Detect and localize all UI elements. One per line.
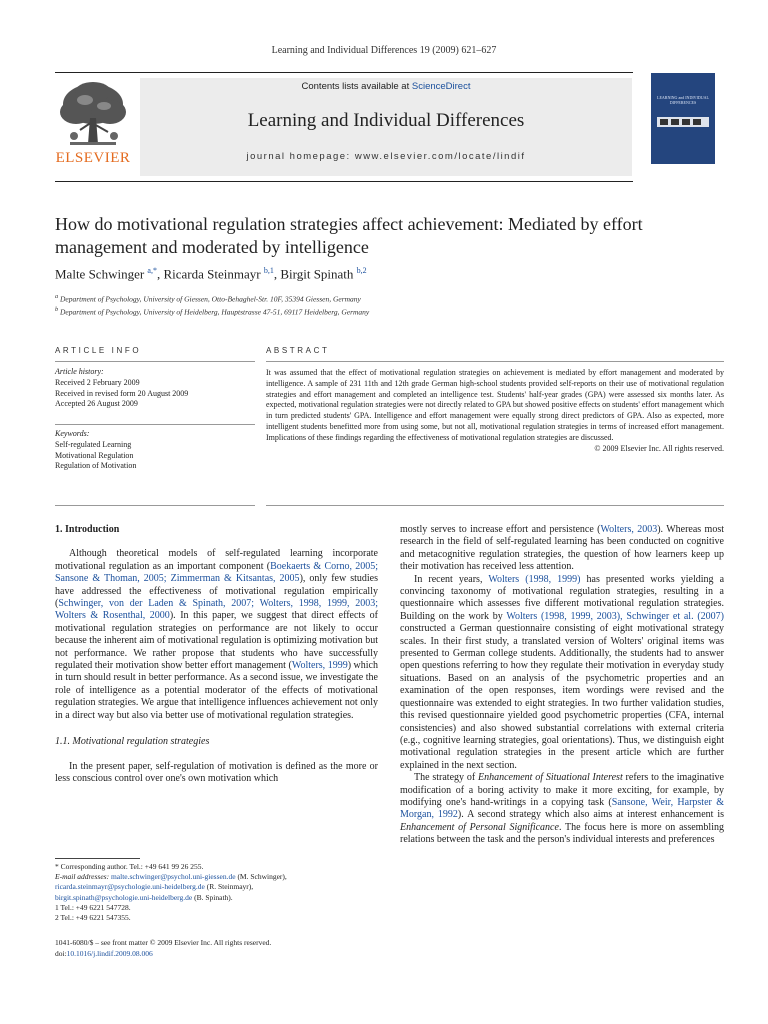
text-run: . The focus here is more on assembling relations between the task and the person's individual interests and preferences	[400, 821, 724, 846]
journal-name: Learning and Individual Differences	[247, 110, 525, 131]
header-rule-bottom	[55, 181, 633, 182]
history-label: Article history:	[55, 367, 104, 376]
text-run: In recent years,	[414, 573, 489, 585]
strategy-term: Enhancement of Situational Interest	[478, 772, 623, 784]
keywords	[55, 429, 136, 472]
article-info-end-rule	[55, 505, 255, 506]
abstract-text: It was assumed that the effect of motivational regulation strategies on achievement is mediated by effort management and moderated by intelligence. A sample of 231 11th and 12th grade German high-school students provided self-reports on their use of motivational regulation strategies and effort management and completed an intelligence test. Students' half-year grades (GPA) were assessed six months later. As expected, motivational regulation strategies were not directly related to GPA but showed positive effects on students' effort management which in turn predicted students' GPA. Intelligence and effort management were equally strong direct predictors of GPA. Also as expected, more intelligent students benefitted more from using some, but not all, motivational regulation strategies in terms of increased effort management. Implications of these findings regarding the effectiveness of motivational regulation strategies are discussed.	[266, 368, 724, 442]
affiliation-a	[55, 292, 369, 305]
email-label: E-mail addresses:	[55, 872, 110, 882]
author-affiliation-mark[interactable]: a,*	[147, 266, 157, 275]
contents-line	[140, 81, 632, 92]
abstract-end-rule	[266, 505, 724, 506]
article-info-heading: ARTICLE INFO	[55, 346, 142, 355]
article-info-rule	[55, 361, 255, 362]
intro-paragraph-1	[55, 548, 378, 722]
abstract-body	[266, 368, 724, 454]
email-link[interactable]: malte.schwinger@psychol.uni-giessen.de	[110, 872, 236, 882]
keyword-item: Self-regulated Learning	[55, 439, 132, 449]
sciencedirect-link[interactable]: ScienceDirect	[411, 81, 471, 92]
citation-link[interactable]: Wolters (1998, 1999, 2003), Schwinger et al. (2007)	[506, 610, 724, 622]
cover-art	[651, 73, 715, 164]
issn-line: 1041-6080/$ – see front matter © 2009 Elsevier Inc. All rights reserved.	[55, 938, 272, 947]
affiliation-text: Department of Psychology, University of Heidelberg, Hauptstrasse 47-51, 69117 Heidelberg, Germany	[60, 307, 370, 317]
journal-cover-image	[651, 73, 715, 164]
text-run: The strategy of	[414, 772, 478, 784]
text-run: mostly serves to increase effort and persistence (	[400, 524, 601, 535]
text-run: ), only few studies have addressed the effectiveness of motivational regulation empirically (	[55, 573, 378, 610]
author-affiliation-mark[interactable]: b,2	[356, 266, 367, 275]
page-footer	[55, 938, 271, 959]
elsevier-wordmark: ELSEVIER	[55, 150, 131, 166]
author-list	[55, 266, 367, 282]
email-line	[55, 872, 378, 882]
header-rule-top	[55, 72, 633, 73]
continued-paragraph	[400, 524, 724, 574]
history-accepted: Accepted 26 August 2009	[55, 399, 138, 409]
footnote-rule	[55, 858, 140, 859]
email-link[interactable]: birgit.spinath@psychologie.uni-heidelberg.de	[55, 892, 193, 902]
author-separator: ,	[156, 266, 164, 282]
journal-homepage[interactable]: journal homepage: www.elsevier.com/locate/lindif	[246, 151, 526, 162]
email-line	[55, 893, 378, 903]
affiliations	[55, 292, 369, 318]
article-title: How do motivational regulation strategies affect achievement: Mediated by effort management and moderated by intelligence	[55, 214, 643, 257]
text-run: ). A second strategy which also aims at interest enhancement is	[457, 809, 724, 821]
citation-link[interactable]: Boekaerts & Corno, 2005; Sansone & Thoman, 2005; Zimmerman & Kitsantas, 2005	[55, 560, 378, 585]
citation-link[interactable]: Wolters, 2003	[600, 524, 658, 535]
running-head: Learning and Individual Differences 19 (2009) 621–627	[271, 45, 497, 56]
abstract-heading: ABSTRACT	[266, 346, 330, 355]
history-received: Received 2 February 2009	[55, 377, 140, 387]
text-run: has presented works yielding a convincing taxonomy of motivational regulation strategies, resulting in a questionnaire which assesses five different motivational regulation strategies. Building on the work by	[400, 573, 725, 622]
phone-note-2: 2 Tel.: +49 6221 547355.	[55, 913, 131, 923]
doi-link[interactable]: 10.1016/j.lindif.2009.08.006	[66, 948, 153, 958]
paragraph-situational-interest	[400, 772, 724, 846]
footnotes	[55, 862, 378, 923]
affiliation-mark: b	[55, 306, 59, 313]
author-separator: ,	[273, 266, 281, 282]
text-run: Although theoretical models of self-regulated learning incorporate motivational regulation as an important component (	[55, 548, 378, 572]
history-revised: Received in revised form 20 August 2009	[55, 388, 189, 398]
affiliation-mark: a	[55, 293, 59, 300]
author-name: Malte Schwinger	[55, 266, 145, 282]
text-run: ). Whereas most research in the field of self-regulated learning has been conducted on cognitive and metacognitive regulation strategies, the question of how learners keep up their motivation has received less attention.	[400, 524, 724, 573]
doi-line	[55, 949, 271, 960]
strategy-term: Enhancement of Personal Significance	[400, 821, 559, 833]
cover-title: LEARNING and INDIVIDUAL DIFFERENCES	[657, 95, 709, 105]
body-column-left	[55, 524, 378, 785]
abstract-rule	[266, 361, 724, 362]
corresponding-author-note: * Corresponding author. Tel.: +49 641 99 26 255.	[55, 862, 204, 871]
citation-link[interactable]: Wolters (1998, 1999)	[488, 573, 581, 585]
author-name: Ricarda Steinmayr	[163, 266, 261, 282]
email-owner: (M. Schwinger),	[235, 872, 287, 882]
article-history	[55, 367, 188, 410]
email-line	[55, 882, 378, 892]
phone-note-1: 1 Tel.: +49 6221 547728.	[55, 902, 131, 912]
text-run: refers to the imaginative modification of a boring activity to make it more exciting, for example, by modifying one's hand-writings in a copying task (	[400, 772, 724, 808]
keywords-label: Keywords:	[55, 429, 90, 438]
paragraph-recent-years	[400, 574, 724, 773]
citation-link[interactable]: Sansone, Weir, Harpster & Morgan, 1992	[400, 796, 724, 821]
abstract-copyright: © 2009 Elsevier Inc. All rights reserved.	[594, 443, 724, 453]
subsection-paragraph-1: In the present paper, self-regulation of motivation is defined as the more or less conscious control over one's own motivation which	[55, 760, 378, 784]
text-run: ). In this paper, we suggest that direct effects of motivational regulation strategies on performance are not likely to occur because the inherent aim of motivational regulation is optimizing motivation but not performance. We rather propose that students who have successfully regulated their motivation show better effort management (	[55, 610, 378, 672]
article-info-divider	[55, 424, 255, 425]
email-owner: (R. Steinmayr),	[204, 882, 254, 892]
keyword-item: Regulation of Motivation	[55, 461, 137, 471]
affiliation-b	[55, 305, 369, 318]
subsection-heading: 1.1. Motivational regulation strategies	[55, 736, 210, 748]
keyword-item: Motivational Regulation	[55, 450, 134, 460]
citation-link[interactable]: Schwinger, von der Laden & Spinath, 2007; Wolters, 1998, 1999, 2003; Wolters & Rosenthal, 2000	[55, 598, 378, 622]
citation-link[interactable]: Wolters, 1999	[291, 660, 348, 672]
doi-prefix: doi:	[55, 948, 67, 958]
affiliation-text: Department of Psychology, University of Giessen, Otto-Behaghel-Str. 10F, 35394 Giessen, Germany	[60, 294, 361, 304]
section-heading-introduction: 1. Introduction	[55, 524, 120, 535]
email-owner: (B. Spinath).	[192, 892, 233, 902]
author-name: Birgit Spinath	[280, 266, 354, 282]
contents-prefix: Contents lists available at	[301, 81, 412, 92]
text-run: ) which in turn should result in better performance. As a second issue, we investigate the role of intelligence as a potential moderator of the effects of motivational regulation strategies. We argue that intelligence influences achievement not only in a direct way but also via better use of motivational regulation strategies.	[55, 660, 378, 721]
text-run: constructed a German questionnaire consisting of eight motivational strategy scales. In their first study, a translated version of Wolters' original items was presented to German college students. Additionally, the students had to answer open questions referring to how they regulate their motivation in everyday study situations. Based on an analysis of the psychometric properties and an examination of the open responses, item wordings were revised and the questionnaire was extended to eight strategies. In two further validation studies, this revised questionnaire yielded good psychometric properties (CFA, internal consistencies) and also showed substantial correlations with external criteria (e.g., cognitive learning strategies, goal orientations). Thus, we distinguish eight motivational regulation strategies in the present article which are further explained in the next section.	[400, 623, 724, 771]
author-affiliation-mark[interactable]: b,1	[263, 266, 274, 275]
body-column-right	[400, 524, 724, 847]
email-link[interactable]: ricarda.steinmayr@psychologie.uni-heidelberg.de	[55, 882, 205, 892]
